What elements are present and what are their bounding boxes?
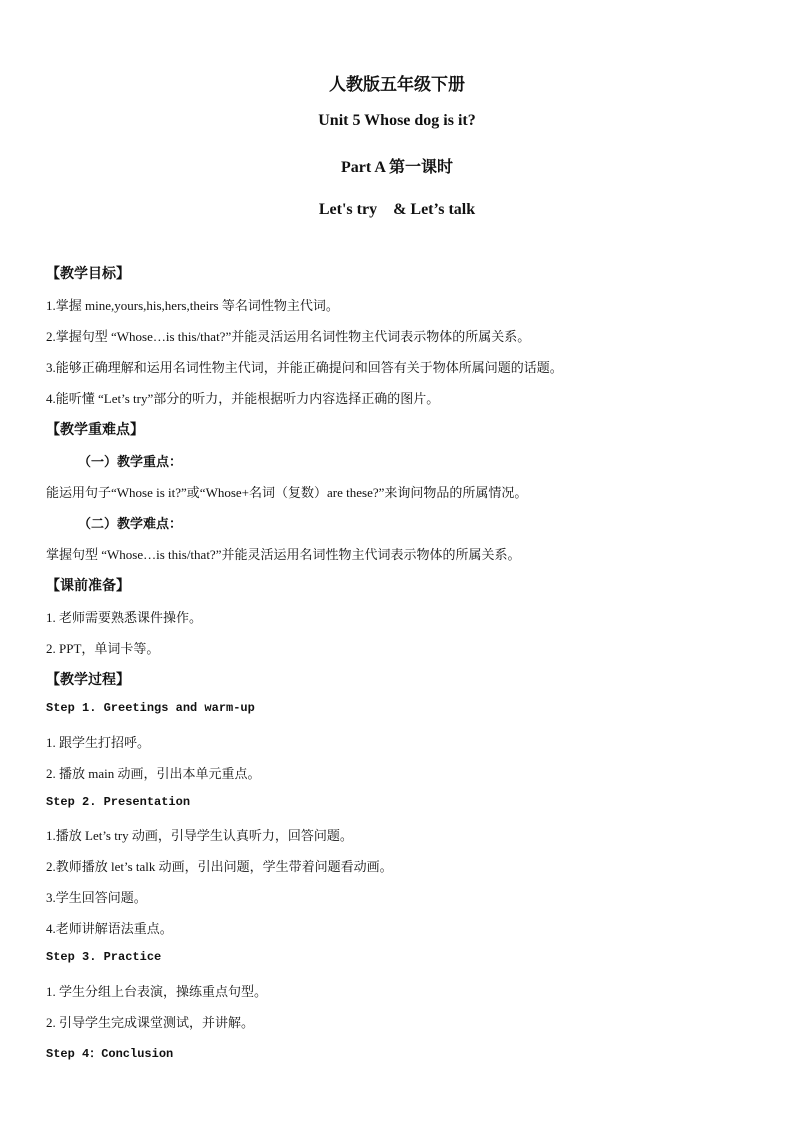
objective-item: 3.能够正确理解和运用名词性物主代词，并能正确提问和回答有关于物体所属问题的话题。 xyxy=(46,360,563,375)
step-4-heading: Step 4：Conclusion xyxy=(46,1047,174,1061)
objectives-heading: 【教学目标】 xyxy=(46,267,130,282)
step-2-item: 1.播放 Let’s try 动画，引导学生认真听力，回答问题。 xyxy=(46,828,353,843)
difficulty-heading: （二）教学难点： xyxy=(78,516,183,531)
unit-title: Unit 5 Whose dog is it? xyxy=(318,112,476,129)
part-title: Part A 第一课时 xyxy=(341,159,453,176)
focus-heading: （一）教学重点： xyxy=(78,454,183,469)
objective-item: 1.掌握 mine,yours,his,hers,theirs 等名词性物主代词。 xyxy=(46,298,339,313)
process-heading: 【教学过程】 xyxy=(46,673,130,688)
step-1-heading: Step 1. Greetings and warm-up xyxy=(46,701,255,715)
preparation-item: 1. 老师需要熟悉课件操作。 xyxy=(46,610,203,625)
objective-item: 4.能听懂 “Let’s try”部分的听力，并能根据听力内容选择正确的图片。 xyxy=(46,391,440,406)
preparation-heading: 【课前准备】 xyxy=(46,579,130,594)
step-2-item: 2.教师播放 let’s talk 动画，引出问题，学生带着问题看动画。 xyxy=(46,859,393,874)
step-3-heading: Step 3. Practice xyxy=(46,950,162,964)
step-2-item: 3.学生回答问题。 xyxy=(46,890,147,905)
lesson-title: Let's try & Let’s talk xyxy=(318,201,476,218)
step-1-item: 2. 播放 main 动画，引出本单元重点。 xyxy=(46,766,261,781)
preparation-item: 2. PPT，单词卡等。 xyxy=(46,641,160,656)
step-1-item: 1. 跟学生打招呼。 xyxy=(46,735,151,750)
objective-item: 2.掌握句型 “Whose…is this/that?”并能灵活运用名词性物主代词表示物体的所属关系。 xyxy=(46,329,531,344)
step-2-item: 4.老师讲解语法重点。 xyxy=(46,921,173,936)
difficulty-text: 掌握句型 “Whose…is this/that?”并能灵活运用名词性物主代词表示物体的所属关系。 xyxy=(46,547,521,562)
step-2-heading: Step 2. Presentation xyxy=(46,795,191,809)
focus-text: 能运用句子“Whose is it?”或“Whose+名词（复数）are these?”来询问物品的所属情况。 xyxy=(46,485,528,500)
keypoints-heading: 【教学重难点】 xyxy=(46,423,144,438)
step-3-item: 1. 学生分组上台表演，操练重点句型。 xyxy=(46,984,268,999)
step-3-item: 2. 引导学生完成课堂测试，并讲解。 xyxy=(46,1015,255,1030)
document-title: 人教版五年级下册 xyxy=(329,75,465,94)
